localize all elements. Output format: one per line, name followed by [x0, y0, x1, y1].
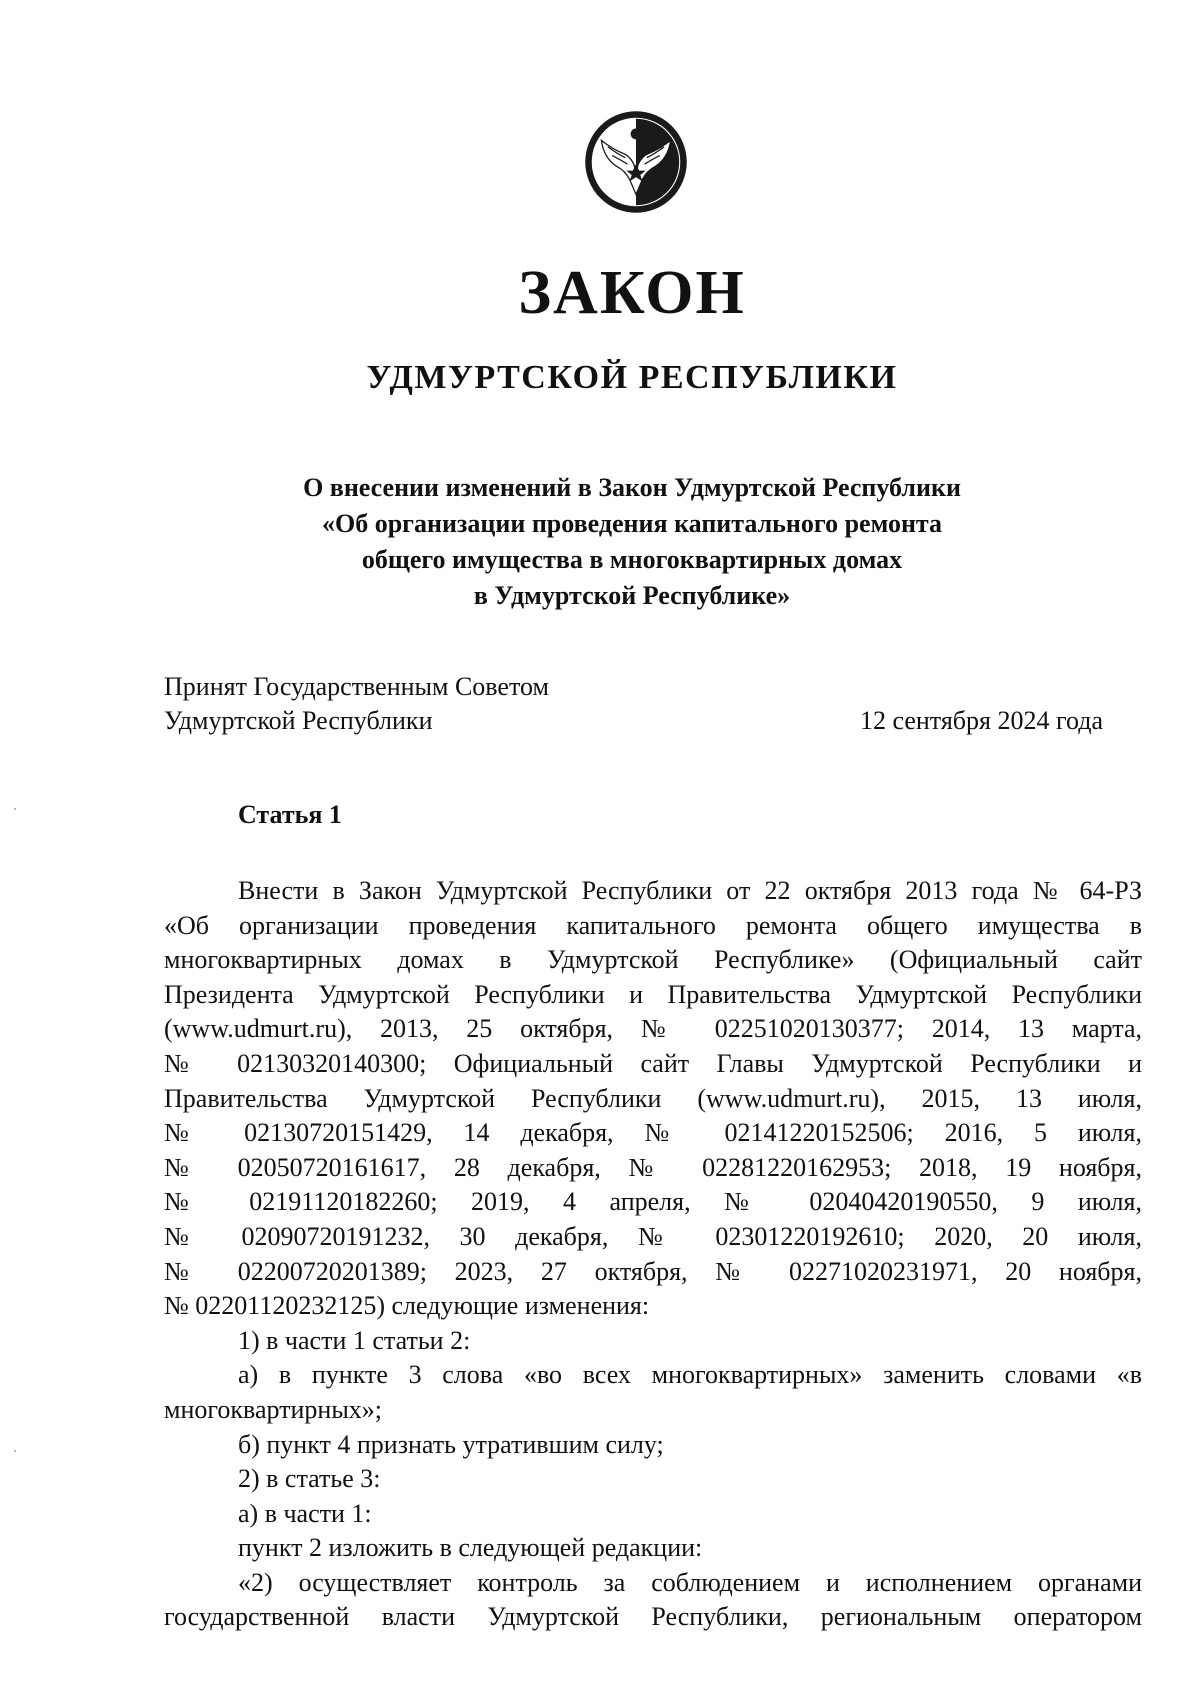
- body-line: многоквартирных»;: [164, 1394, 383, 1424]
- body-line: а) в части 1:: [238, 1498, 372, 1528]
- scan-artifact: [14, 808, 16, 810]
- law-name-line: «Об организации проведения капитального ремонта: [321, 509, 943, 538]
- adopted-date: 12 сентября 2024 года: [860, 706, 1104, 735]
- document-subtitle: УДМУРТСКОЙ РЕСПУБЛИКИ: [366, 359, 898, 396]
- body-line: № 02130320140300; Официальный сайт Главы Удмуртской Республики и: [164, 1048, 1142, 1078]
- body-line: многоквартирных домах в Удмуртской Республике» (Официальный сайт: [164, 945, 1142, 975]
- body-line: № 02130720151429, 14 декабря, № 02141220152506; 2016, 5 июля,: [164, 1118, 1142, 1148]
- body-line: № 02090720191232, 30 декабря, № 02301220192610; 2020, 20 июля,: [164, 1221, 1142, 1251]
- body-line: пункт 2 изложить в следующей редакции:: [238, 1533, 703, 1563]
- body-line: б) пункт 4 признать утратившим силу;: [238, 1429, 664, 1459]
- body-line: № 02201120232125) следующие изменения:: [164, 1291, 650, 1321]
- adopted-line: Принят Государственным Советом: [164, 672, 549, 701]
- adopted-line: Удмуртской Республики: [164, 706, 433, 735]
- body-line: 1) в части 1 статьи 2:: [238, 1325, 471, 1355]
- law-name-line: общего имущества в многоквартирных домах: [361, 545, 903, 574]
- document-title: ЗАКОН: [518, 259, 746, 327]
- body-line: Президента Удмуртской Республики и Правительства Удмуртской Республики: [164, 979, 1142, 1009]
- law-name: [0, 470, 1200, 614]
- body-line: «Об организации проведения капитального ремонта общего имущества в: [164, 910, 1142, 940]
- body-line: (www.udmurt.ru), 2013, 25 октября, № 02251020130377; 2014, 13 марта,: [164, 1014, 1142, 1044]
- body-line: государственной власти Удмуртской Республики, региональным оператором: [164, 1602, 1142, 1632]
- body-line: 2) в статье 3:: [238, 1464, 381, 1494]
- body-line: № 02050720161617, 28 декабря, № 02281220162953; 2018, 19 ноября,: [164, 1152, 1142, 1182]
- body-line: а) в пункте 3 слова «во всех многоквартирных» заменить словами «в: [238, 1360, 1142, 1390]
- article-body: [164, 874, 1142, 1635]
- adopted-by: [164, 670, 549, 738]
- body-line: Правительства Удмуртской Республики (www.udmurt.ru), 2015, 13 июля,: [164, 1083, 1142, 1113]
- coat-of-arms-icon: [582, 108, 690, 216]
- body-line: № 02200720201389; 2023, 27 октября, № 02271020231971, 20 ноября,: [164, 1256, 1142, 1286]
- body-line: Внести в Закон Удмуртской Республики от 22 октября 2013 года № 64-РЗ: [238, 876, 1142, 905]
- scan-artifact: [14, 1450, 16, 1452]
- law-name-line: в Удмуртской Республике»: [473, 581, 791, 610]
- body-line: «2) осуществляет контроль за соблюдением и исполнением органами: [238, 1567, 1142, 1597]
- article-heading: Статья 1: [238, 800, 342, 829]
- law-name-line: О внесении изменений в Закон Удмуртской Республики: [303, 473, 961, 502]
- body-line: № 02191120182260; 2019, 4 апреля, № 02040420190550, 9 июля,: [164, 1187, 1142, 1217]
